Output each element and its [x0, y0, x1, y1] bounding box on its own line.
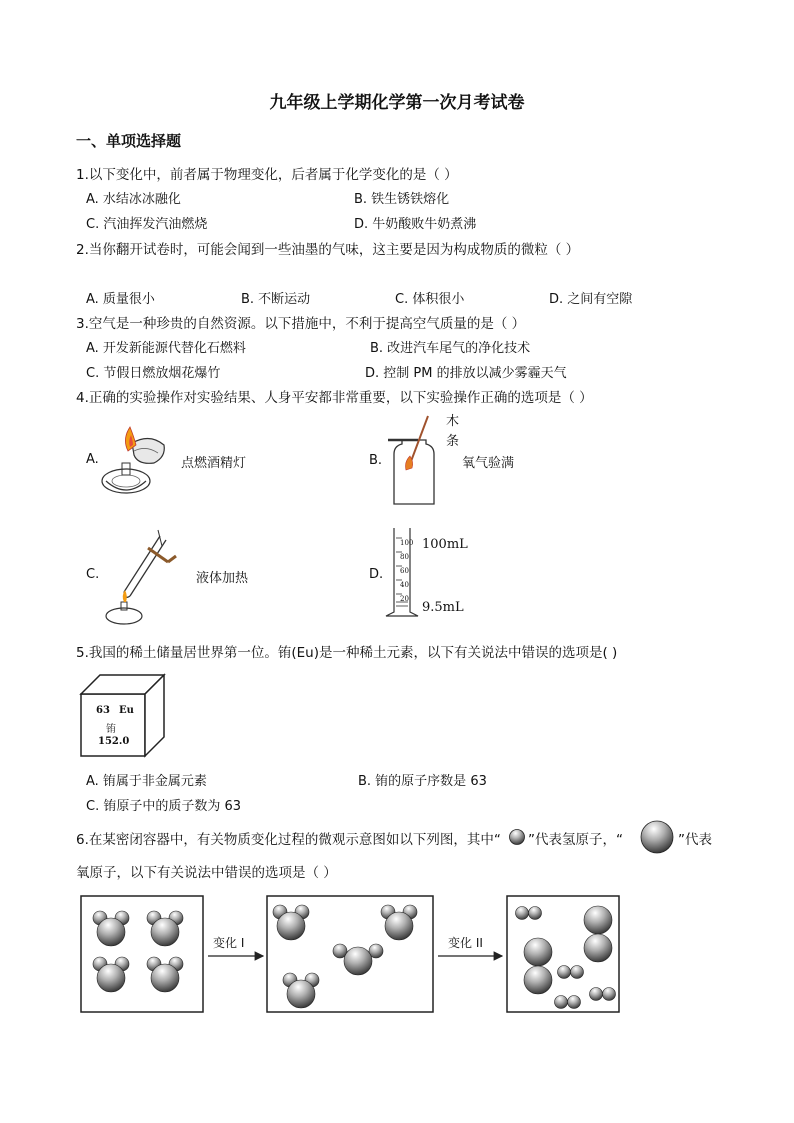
molecule-change-diagram	[80, 894, 620, 1016]
q4-b-label: 氧气验满	[462, 456, 515, 471]
q3-option-a[interactable]: A. 开发新能源代替化石燃料	[86, 341, 246, 356]
element-symbol: Eu	[119, 705, 134, 716]
wood-stick-label-1: 木	[446, 414, 460, 429]
question-4-stem: 4.正确的实验操作对实验结果、人身平安都非常重要，以下实验操作正确的选项是（ ）	[76, 390, 593, 406]
question-6-stem-line-2: 氧原子，以下有关说法中错误的选项是（ ）	[76, 865, 337, 881]
tick-20: 20	[400, 595, 409, 603]
liquid-heating-illustration	[98, 526, 198, 626]
q5-option-b[interactable]: B. 铕的原子序数是 63	[358, 774, 487, 789]
q4-option-d[interactable]: D.	[369, 567, 384, 582]
change-2-label: 变化 II	[448, 936, 483, 950]
question-1-stem: 1.以下变化中，前者属于物理变化，后者属于化学变化的是（ ）	[76, 167, 458, 183]
tick-60: 60	[400, 567, 409, 575]
tick-100: 100	[400, 539, 414, 547]
wood-stick-label-2: 条	[446, 434, 460, 449]
question-3-stem: 3.空气是一种珍贵的自然资源。以下措施中，不利于提高空气质量的是（ ）	[76, 316, 526, 332]
section-heading: 一、单项选择题	[76, 132, 182, 150]
page-title: 九年级上学期化学第一次月考试卷	[269, 93, 525, 113]
element-atomic-number: 63	[96, 705, 110, 716]
q3-option-d[interactable]: D. 控制 PM 的排放以减少雾霾天气	[365, 366, 567, 381]
tick-80: 80	[400, 553, 409, 561]
q4-d-top-label: 100mL	[422, 537, 468, 552]
oxygen-atom-icon	[638, 819, 676, 855]
question-5-stem: 5.我国的稀土储量居世界第一位。铕(Eu)是一种稀土元素，以下有关说法中错误的选项是( )	[76, 645, 618, 661]
q2-option-c[interactable]: C. 体积很小	[395, 292, 465, 307]
q3-option-b[interactable]: B. 改进汽车尾气的净化技术	[370, 341, 531, 356]
q4-option-b[interactable]: B.	[369, 453, 383, 468]
change-1-label: 变化 I	[213, 936, 245, 950]
cylinder-tick-labels	[400, 536, 413, 606]
q1-option-b[interactable]: B. 铁生锈铁熔化	[354, 192, 450, 207]
q4-a-label: 点燃酒精灯	[181, 456, 247, 471]
alcohol-lamp-lighting-illustration	[98, 415, 178, 500]
q2-option-a[interactable]: A. 质量很小	[86, 292, 155, 307]
q4-c-label: 液体加热	[196, 571, 249, 586]
q2-option-b[interactable]: B. 不断运动	[241, 292, 311, 307]
q5-option-c[interactable]: C. 铕原子中的质子数为 63	[86, 799, 242, 814]
q1-option-d[interactable]: D. 牛奶酸败牛奶煮沸	[354, 217, 477, 232]
element-name: 铕	[106, 724, 116, 735]
q2-option-d[interactable]: D. 之间有空隙	[549, 292, 633, 307]
q1-option-a[interactable]: A. 水结冰冰融化	[86, 192, 181, 207]
question-6-stem-part-b: ”代表氢原子，“	[528, 832, 623, 848]
question-2-stem: 2.当你翻开试卷时，可能会闻到一些油墨的气味，这主要是因为构成物质的微粒（ ）	[76, 242, 580, 258]
q4-option-a[interactable]: A.	[86, 452, 99, 467]
q4-d-bottom-label: 9.5mL	[422, 600, 464, 615]
q1-option-c[interactable]: C. 汽油挥发汽油燃烧	[86, 217, 208, 232]
q5-option-a[interactable]: A. 铕属于非金属元素	[86, 774, 207, 789]
q3-option-c[interactable]: C. 节假日燃放烟花爆竹	[86, 366, 221, 381]
question-6-stem-part-c: ”代表	[678, 832, 712, 848]
element-mass: 152.0	[98, 736, 130, 747]
tick-40: 40	[400, 581, 409, 589]
question-6-stem-part-a: 6.在某密闭容器中，有关物质变化过程的微观示意图如以下列图，其中“	[76, 832, 501, 848]
hydrogen-atom-icon	[508, 828, 526, 846]
q4-option-c[interactable]: C.	[86, 567, 100, 582]
